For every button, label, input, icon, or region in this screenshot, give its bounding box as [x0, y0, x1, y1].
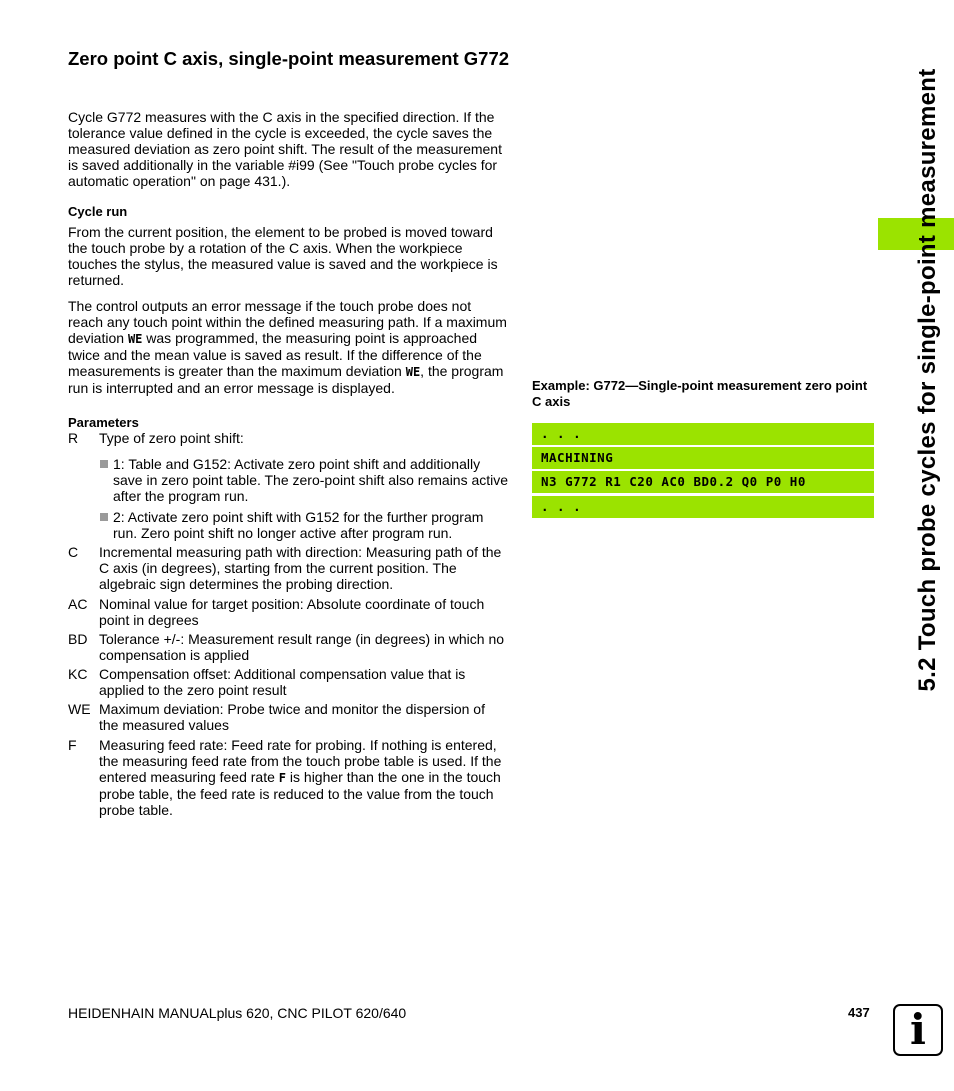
param-key: KC — [68, 666, 88, 682]
page-number: 437 — [848, 1005, 870, 1020]
param-desc: Type of zero point shift: — [99, 430, 244, 446]
example-line: N3 G772 R1 C20 AC0 BD0.2 Q0 P0 H0 — [532, 471, 874, 493]
example-title: Example: G772—Single-point measurement zero point C axis — [532, 378, 868, 409]
bullet-square-icon — [100, 460, 108, 468]
f-code: F — [278, 771, 287, 785]
param-key: WE — [68, 701, 91, 717]
chapter-side-title: 5.2 Touch probe cycles for single-point measurement — [914, 68, 941, 692]
param-desc: Nominal value for target position: Absolute coordinate of touch point in degrees — [99, 596, 485, 628]
param-key: R — [68, 430, 79, 446]
param-desc: Measuring feed rate: Feed rate for probing. If nothing is entered, the measuring feed rate from the touch probe table is used. If the entered measuring feed rate F is higher than the one in the touch probe table, the feed rate is reduced to the value from the touch probe table. — [99, 737, 502, 818]
section-title: Zero point C axis, single-point measurement G772 — [68, 48, 510, 69]
cycle-run-paragraph-1: From the current position, the element to be probed is moved toward the touch probe by a rotation of the C axis. When the workpiece touches the stylus, the measured value is saved and the workpiece is returned. — [68, 224, 498, 288]
example-line: . . . — [532, 423, 874, 445]
param-desc: Incremental measuring path with direction: Measuring path of the C axis (in degrees), starting from the current position. The algebraic sign determines the probing direction. — [99, 544, 502, 592]
intro-paragraph: Cycle G772 measures with the C axis in the specified direction. If the tolerance value defined in the cycle is exceeded, the cycle saves the measured deviation as zero point shift. The result of the measurement is saved additionally in the variable #i99 (See "Touch probe cycles for automatic operation" on page 431.). — [68, 109, 502, 189]
param-desc: Maximum deviation: Probe twice and monitor the dispersion of the measured values — [99, 701, 485, 733]
cycle-run-heading: Cycle run — [68, 204, 128, 219]
param-key: C — [68, 544, 79, 560]
we-code: WE — [405, 365, 421, 379]
cycle-run-paragraph-2: The control outputs an error message if the touch probe does not reach any touch point within the defined measuring path. If a maximum deviation WE was programmed, the measuring point is approached twice and the mean value is saved as result. If the difference of the measurements is greater than the maximum deviation WE, the program run is interrupted and an error message is displayed. — [68, 298, 507, 396]
param-key: BD — [68, 631, 88, 647]
example-line: . . . — [532, 496, 874, 518]
param-desc: Tolerance +/-: Measurement result range (in degrees) in which no compensation is applied — [99, 631, 505, 663]
param-desc: Compensation offset: Additional compensation value that is applied to the zero point result — [99, 666, 466, 698]
example-line: MACHINING — [532, 447, 874, 469]
we-code: WE — [127, 332, 143, 346]
bullet-square-icon — [100, 513, 108, 521]
footer-text: HEIDENHAIN MANUALplus 620, CNC PILOT 620/640 — [68, 1005, 407, 1021]
info-icon: i — [893, 1004, 943, 1056]
param-key: AC — [68, 596, 88, 612]
parameters-heading: Parameters — [68, 415, 139, 430]
param-key: F — [68, 737, 77, 753]
